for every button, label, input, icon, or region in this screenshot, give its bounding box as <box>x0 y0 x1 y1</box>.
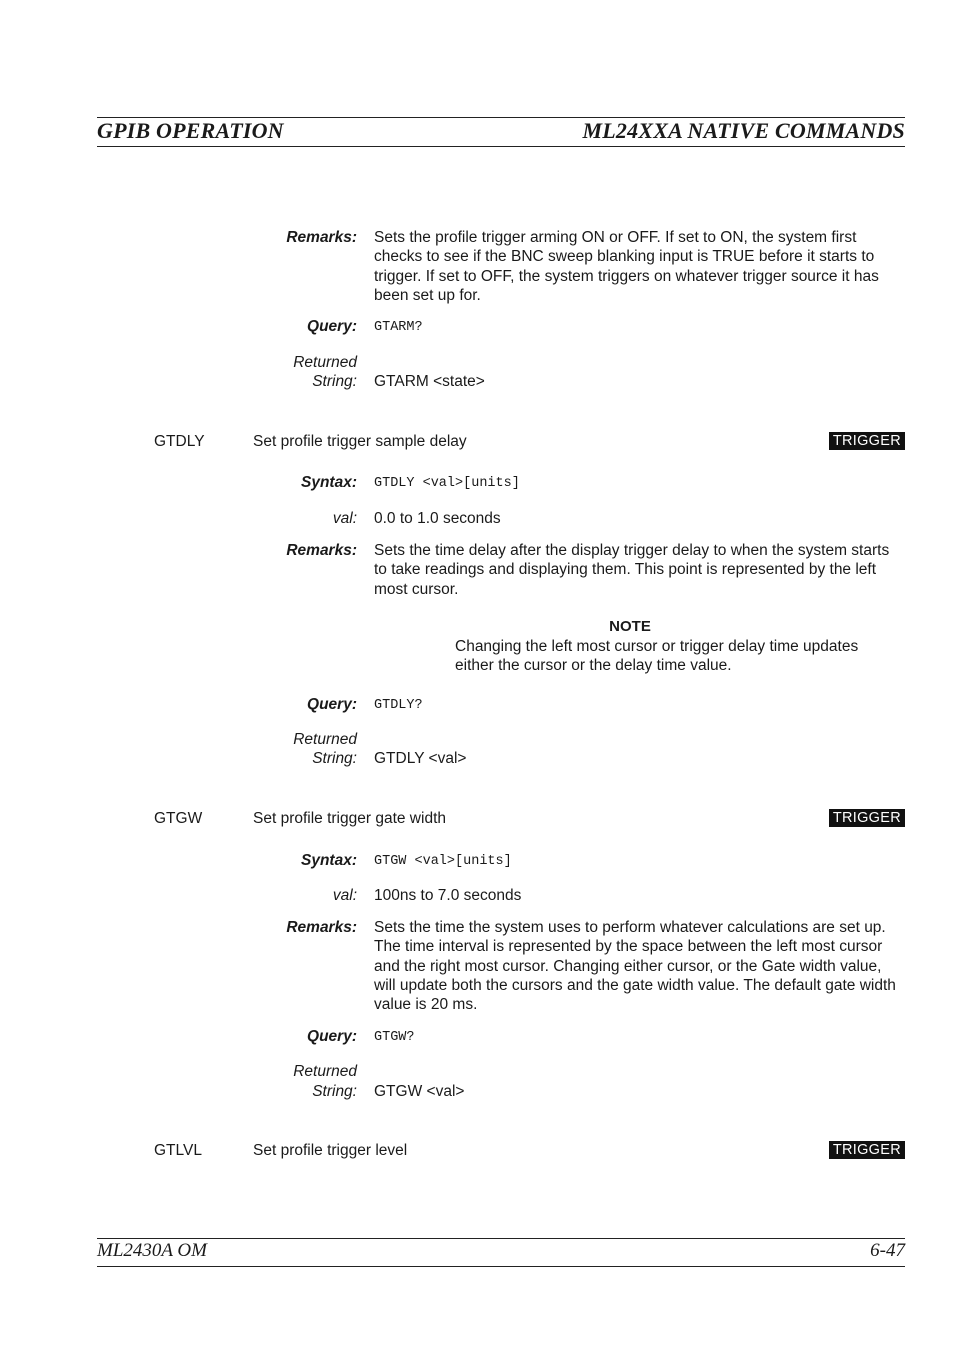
val-label: val: <box>332 510 357 527</box>
footer-bottom-rule <box>97 1266 905 1267</box>
string-label: String: <box>312 373 357 390</box>
header-chapter-title: ML24XXA NATIVE COMMANDS <box>582 118 905 143</box>
remarks-text: Sets the profile trigger arming ON or OFF. If set to ON, the system first checks to see if the BNC sweep blanking input is TRUE before it starts to trigger. If set to OFF, the system triggers on whatever trigger source it has been set up for. <box>374 229 879 304</box>
string-label: String: <box>312 750 357 767</box>
note-title: NOTE <box>609 618 651 635</box>
query-label: Query: <box>307 696 357 713</box>
syntax-label: Syntax: <box>301 852 357 869</box>
command-name: GTLVL <box>154 1142 202 1159</box>
category-badge: TRIGGER <box>829 1141 905 1159</box>
footer-top-rule <box>97 1238 905 1239</box>
remarks-text: Sets the time delay after the display trigger delay to when the system starts to take readings and displaying them. This point is represented by the left most cursor. <box>374 542 890 598</box>
syntax-value: GTGW <val>[units] <box>374 854 512 869</box>
syntax-label: Syntax: <box>301 474 357 491</box>
command-description: Set profile trigger sample delay <box>253 433 467 450</box>
command-name: GTGW <box>154 810 203 827</box>
returned-label: Returned <box>293 731 357 748</box>
note-text: Changing the left most cursor or trigger delay time updates either the cursor or the delay time value. <box>455 638 859 675</box>
returned-label: Returned <box>293 1063 357 1080</box>
query-label: Query: <box>307 318 357 335</box>
remarks-text: Sets the time the system uses to perform whatever calculations are set up. The time interval is represented by the space between the left most cursor and the right most cursor. Changing either cursor, or the Gate width value, will update both the cursors and the gate width value. The default gate width value is 20 ms. <box>374 919 896 1014</box>
category-badge: TRIGGER <box>829 809 905 827</box>
command-name: GTDLY <box>154 433 205 450</box>
footer-manual-name: ML2430A OM <box>97 1240 207 1261</box>
remarks-label: Remarks: <box>286 919 357 936</box>
command-description: Set profile trigger gate width <box>253 810 446 827</box>
category-badge: TRIGGER <box>829 432 905 450</box>
returned-label: Returned <box>293 354 357 371</box>
query-value: GTARM? <box>374 320 423 335</box>
command-description: Set profile trigger level <box>253 1142 408 1159</box>
val-range: 100ns to 7.0 seconds <box>374 887 522 904</box>
syntax-value: GTDLY <val>[units] <box>374 476 520 491</box>
query-value: GTGW? <box>374 1030 415 1045</box>
remarks-label: Remarks: <box>286 229 357 246</box>
query-label: Query: <box>307 1028 357 1045</box>
returned-string: GTDLY <val> <box>374 750 467 767</box>
footer-page-number: 6-47 <box>870 1240 905 1261</box>
query-value: GTDLY? <box>374 698 423 713</box>
returned-string: GTARM <state> <box>374 373 485 390</box>
header-bottom-rule <box>97 146 905 147</box>
string-label: String: <box>312 1083 357 1100</box>
returned-string: GTGW <val> <box>374 1083 465 1100</box>
val-range: 0.0 to 1.0 seconds <box>374 510 501 527</box>
val-label: val: <box>332 887 357 904</box>
header-section-title: GPIB OPERATION <box>97 118 284 143</box>
remarks-label: Remarks: <box>286 542 357 559</box>
